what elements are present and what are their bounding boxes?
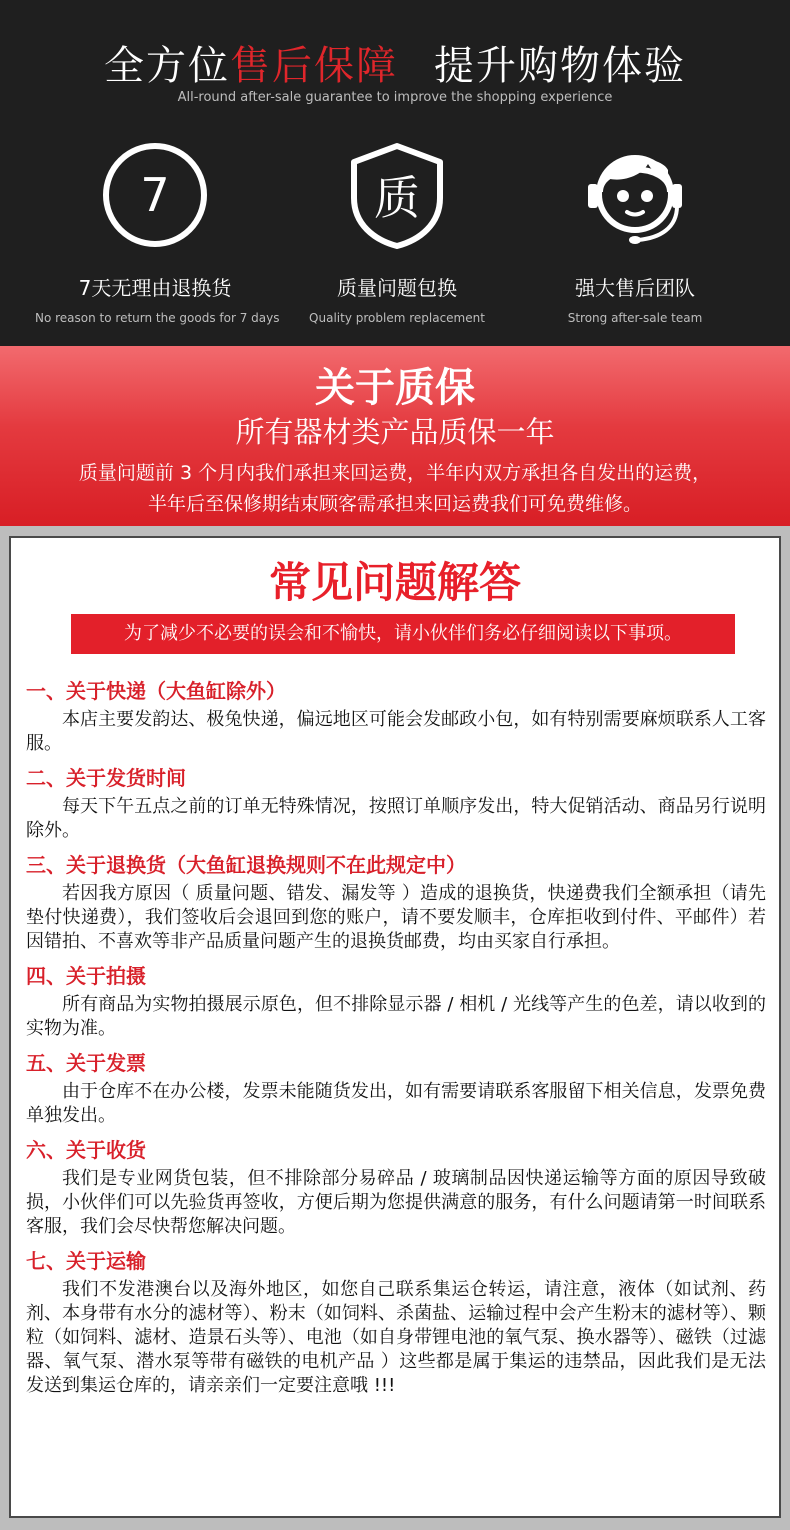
faq-panel <box>9 536 781 1518</box>
quality-shield-icon <box>342 140 452 250</box>
feature-subtitle: Strong after-sale team <box>567 311 703 325</box>
warranty-line-2: 半年后至保修期结束顾客需承担来回运费我们可免费维修。 <box>147 493 642 515</box>
faq-item-photography <box>26 961 766 1041</box>
faq-item-body: 所有商品为实物拍摄展示原色，但不排除显示器 / 相机 / 光线等产生的色差，请以收到的实物为准。 <box>26 994 766 1039</box>
hero-title-accent: 售后保障 <box>230 43 398 89</box>
hero-title-part1: 全方位 <box>104 43 230 89</box>
faq-item-invoice <box>26 1048 766 1128</box>
faq-notice-banner: 为了减少不必要的误会和不愉快，请小伙伴们务必仔细阅读以下事项。 <box>71 614 735 654</box>
warranty-subtitle: 所有器材类产品质保一年 <box>235 415 555 449</box>
hero-title <box>0 34 790 91</box>
feature-subtitle: Quality problem replacement <box>309 311 485 325</box>
feature-title: 强大售后团队 <box>575 276 695 300</box>
feature-title: 7天无理由退换货 <box>78 276 232 300</box>
feature-subtitle: No reason to return the goods for 7 days <box>35 311 280 325</box>
faq-item-receiving <box>26 1135 766 1239</box>
faq-item-title: 四、关于拍摄 <box>26 964 146 988</box>
faq-title: 常见问题解答 <box>268 558 521 607</box>
seven-days-circle-icon <box>100 140 210 250</box>
faq-item-title: 七、关于运输 <box>26 1249 146 1273</box>
faq-list <box>26 676 766 1405</box>
faq-item-title: 二、关于发货时间 <box>26 766 186 790</box>
faq-item-shipping-time <box>26 763 766 843</box>
faq-item-body: 我们是专业网货包装，但不排除部分易碎品 / 玻璃制品因快递运输等方面的原因导致破损，小伙伴们可以先验货再签收，方便后期为您提供满意的服务，有什么问题请第一时间联系客服，我们会尽快帮您解决问题。 <box>26 1168 766 1237</box>
customer-service-headset-icon <box>580 140 690 250</box>
seven-days-digit: 7 <box>140 168 170 222</box>
warranty-banner <box>0 346 790 526</box>
faq-item-title: 一、关于快递（大鱼缸除外） <box>26 679 286 703</box>
warranty-title: 关于质保 <box>315 365 475 411</box>
faq-item-title: 三、关于退换货（大鱼缸退换规则不在此规定中） <box>26 853 466 877</box>
faq-item-body: 每天下午五点之前的订单无特殊情况，按照订单顺序发出，特大促销活动、商品另行说明除外。 <box>26 796 766 841</box>
warranty-line-1: 质量问题前 3 个月内我们承担来回运费，半年内双方承担各自发出的运费， <box>78 462 712 484</box>
faq-item-body: 我们不发港澳台以及海外地区，如您自己联系集运仓转运，请注意，液体（如试剂、药剂、本身带有水分的滤材等）、粉末（如饲料、杀菌盐、运输过程中会产生粉末的滤材等）、颗粒（如饲料、滤材、造景石头等）、电池（如自身带锂电池的氧气泵、换水器等）、磁铁（过滤器、氧气泵、潜水泵等带有磁铁的电机产品 ）这些都是属于集运的违禁品，因此我们是无法发送到集运仓库的，请亲亲们一定要注意哦 !!! <box>26 1279 766 1396</box>
faq-item-transport <box>26 1246 766 1398</box>
hero-subtitle: All-round after-sale guarantee to improve the shopping experience <box>177 90 613 105</box>
feature-title: 质量问题包换 <box>337 276 457 300</box>
faq-item-title: 五、关于发票 <box>26 1051 146 1075</box>
after-sale-hero <box>0 0 790 346</box>
feature-after-sale-team <box>515 140 755 325</box>
feature-seven-day-return <box>35 140 280 325</box>
faq-item-delivery <box>26 676 766 756</box>
faq-item-title: 六、关于收货 <box>26 1138 146 1162</box>
faq-item-body: 若因我方原因（ 质量问题、错发、漏发等 ）造成的退换货，快递费我们全额承担（请先垫付快递费），我们签收后会退回到您的账户，请不要发顺丰，仓库拒收到付件、平邮件）若因错拍、不喜欢等非产品质量问题产生的退换货邮费，均由买家自行承担。 <box>26 883 766 952</box>
quality-glyph: 质 <box>374 171 420 225</box>
feature-quality-replacement <box>277 140 517 325</box>
faq-item-body: 由于仓库不在办公楼，发票未能随货发出，如有需要请联系客服留下相关信息，发票免费单独发出。 <box>26 1081 766 1126</box>
hero-title-part2: 提升购物体验 <box>434 43 686 89</box>
faq-item-returns <box>26 850 766 954</box>
faq-item-body: 本店主要发韵达、极兔快递，偏远地区可能会发邮政小包，如有特别需要麻烦联系人工客服。 <box>26 709 766 754</box>
